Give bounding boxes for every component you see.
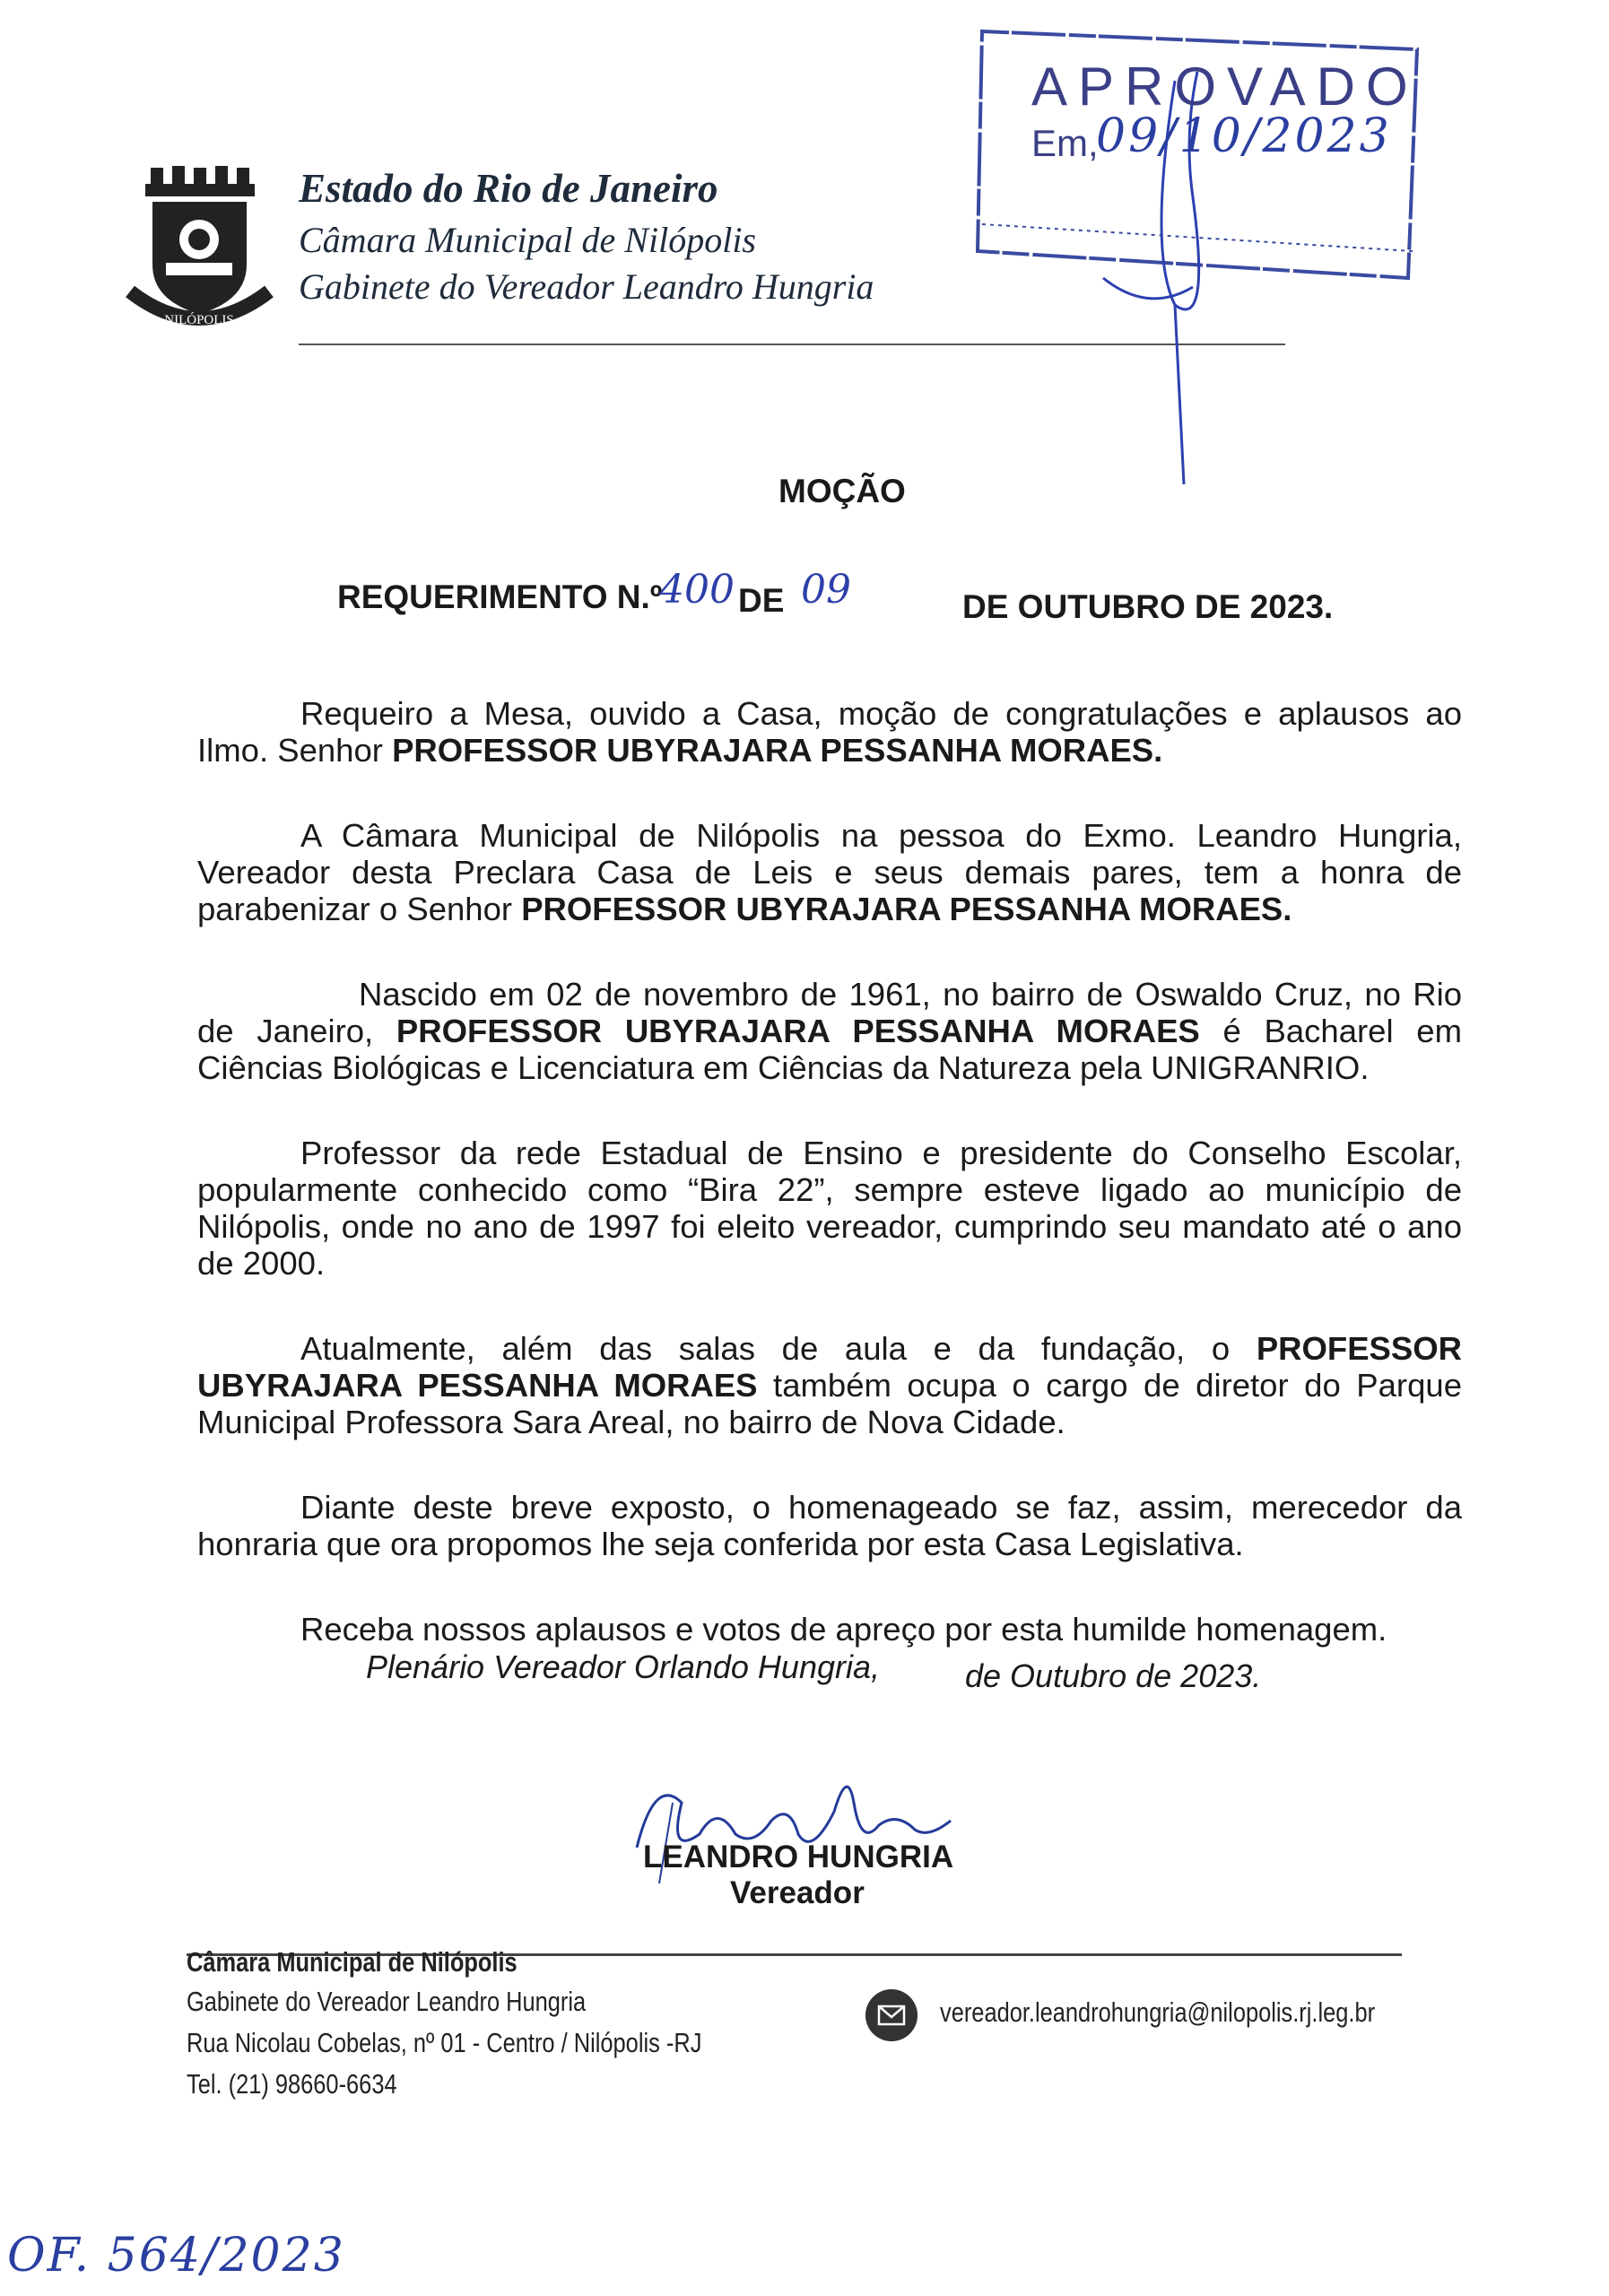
closing-date: de Outubro de 2023. [965,1657,1262,1694]
request-number: 400 [659,567,735,613]
paragraph-1: Requeiro a Mesa, ouvido a Casa, moção de congratulações e aplausos ao Ilmo. Senhor PROFESSOR UBYRAJARA PESSANHA MORAES. [197,695,1462,769]
paragraph-4: Professor da rede Estadual de Ensino e presidente do Conselho Escolar, popularmente conhecido como “Bira 22”, sempre esteve ligado ao município de Nilópolis, onde no ano de 1997 foi eleito vereador, cumprindo seu mandato até o ano de 2000. [197,1135,1462,1282]
request-de: DE [738,582,785,619]
stamp-title: APROVADO [1031,57,1419,117]
paragraph-6: Diante deste breve exposto, o homenageado se faz, assim, merecedor da honraria que ora propomos lhe seja conferida por esta Casa Legislativa. [197,1489,1462,1562]
handwritten-reference: OF. 564/2023 [7,2229,345,2283]
footer-chamber: Câmara Municipal de Nilópolis [187,1946,517,1978]
footer-address: Rua Nicolau Cobelas, nº 01 - Centro / Nilópolis -RJ [187,2027,702,2058]
paragraph-3: Nascido em 02 de novembro de 1961, no bairro de Oswaldo Cruz, no Rio de Janeiro, PROFESSOR UBYRAJARA PESSANHA MORAES é Bacharel em Ciências Biológicas e Licenciatura em Ciências da Natureza pela UNIGRANRIO. [197,976,1463,1086]
signer-title: Vereador [730,1875,865,1910]
paragraph-2: A Câmara Municipal de Nilópolis na pessoa do Exmo. Leandro Hungria, Vereador desta Preclara Casa de Leis e seus demais pares, tem a honra de parabenizar o Senhor PROFESSOR UBYRAJARA PESSANHA MORAES. [197,817,1462,927]
municipal-crest-icon [126,166,274,332]
signer-name: LEANDRO HUNGRIA [643,1839,954,1874]
closing-place: Plenário Vereador Orlando Hungria, [366,1648,880,1685]
footer-office: Gabinete do Vereador Leandro Hungria [187,1986,587,2017]
document-title: MOÇÃO [778,473,906,509]
stamp-em-label: Em, [1031,122,1099,164]
paragraph-7: Receba nossos aplausos e votos de apreço por esta humilde homenagem. [300,1611,1387,1648]
envelope-icon [865,1989,918,2041]
footer-phone: Tel. (21) 98660-6634 [187,2068,397,2100]
header-office: Gabinete do Vereador Leandro Hungria [299,266,874,307]
request-day: 09 [801,567,851,613]
document-body [197,695,1462,1648]
request-date-tail: DE OUTUBRO DE 2023. [962,588,1334,625]
crest-text: NILÓPOLIS [164,313,234,327]
header-state: Estado do Rio de Janeiro [299,166,718,211]
stamp-date: 09/10/2023 [1096,109,1392,163]
header-chamber: Câmara Municipal de Nilópolis [299,220,756,260]
footer-email-link[interactable]: vereador.leandrohungria@nilopolis.rj.leg.br [940,1996,1376,2028]
request-label: REQUERIMENTO N.º [337,578,663,615]
paragraph-5: Atualmente, além das salas de aula e da fundação, o PROFESSOR UBYRAJARA PESSANHA MORAES também ocupa o cargo de diretor do Parque Municipal Professora Sara Areal, no bairro de Nova Cidade. [197,1330,1462,1440]
